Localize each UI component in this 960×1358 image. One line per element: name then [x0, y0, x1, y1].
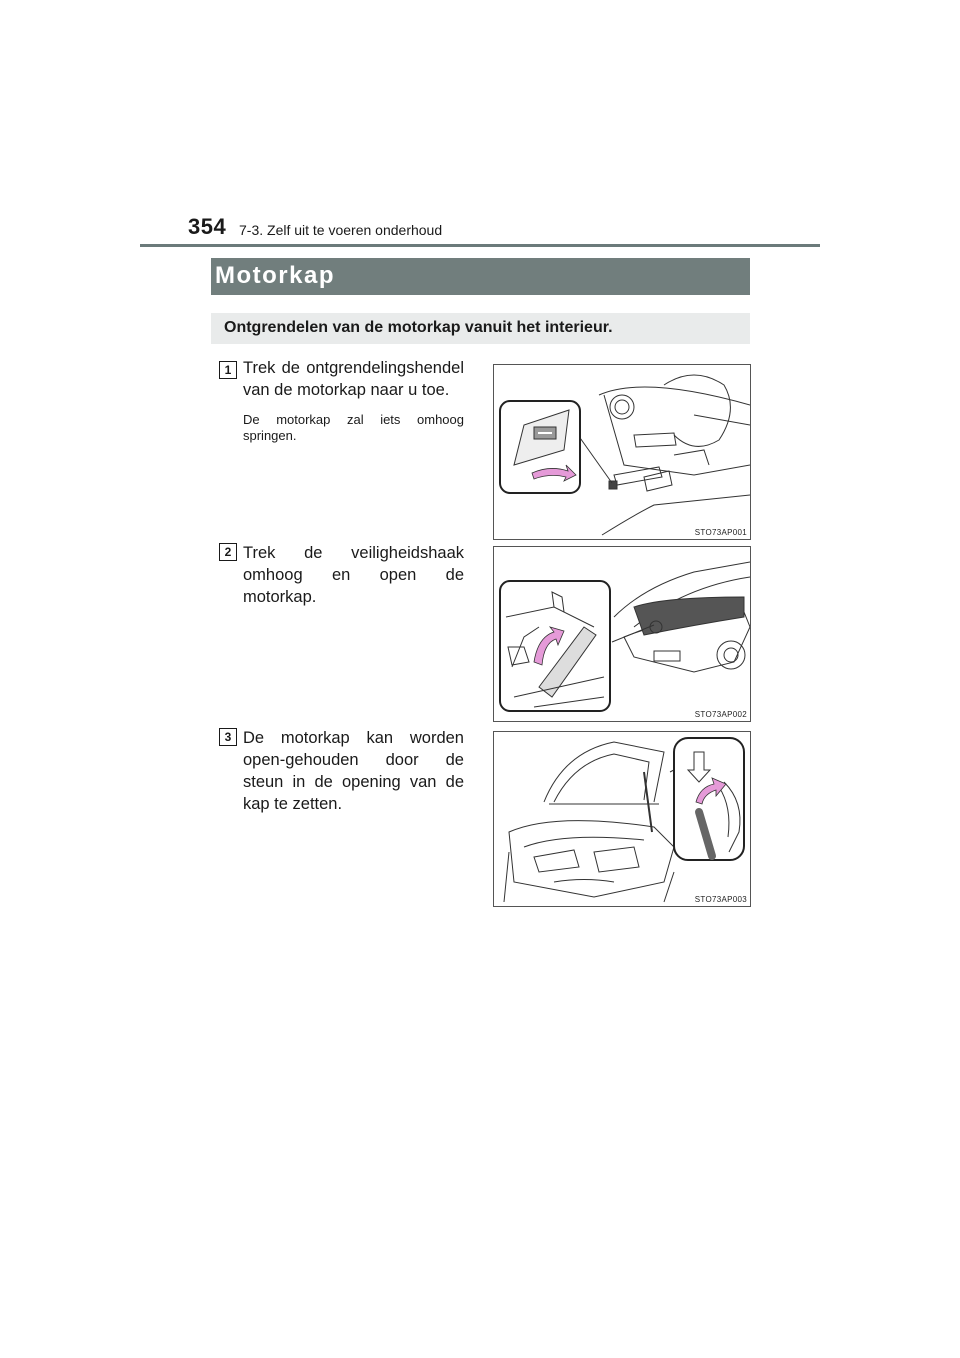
- figure-code-1: STO73AP001: [694, 528, 747, 537]
- hood-latch-illustration: [494, 547, 750, 721]
- figure-1: [493, 364, 751, 540]
- step-1-note: De motorkap zal iets omhoog springen.: [243, 412, 464, 443]
- page-number: 354: [188, 214, 227, 239]
- title-bar: [211, 258, 750, 295]
- subtitle-text: Ontgrendelen van de motorkap vanuit het interieur.: [224, 319, 613, 336]
- step-badge-3: 3: [219, 728, 237, 746]
- figure-code-3: STO73AP003: [694, 895, 747, 904]
- page-title: Motorkap: [215, 262, 335, 289]
- subtitle-bar: [211, 313, 750, 344]
- section-label: 7-3. Zelf uit te voeren onderhoud: [239, 222, 443, 238]
- dashboard-illustration: [494, 365, 750, 539]
- step-1-text: Trek de ontgrendelingshendel van de motorkap naar u toe.: [243, 359, 464, 399]
- step-2-text: Trek de veiligheidshaak omhoog en open de motorkap.: [243, 544, 464, 606]
- figure-2: [493, 546, 751, 722]
- step-badge-1: 1: [219, 361, 237, 379]
- hood-support-illustration: [494, 732, 750, 906]
- step-badge-2: 2: [219, 543, 237, 561]
- figure-3: [493, 731, 751, 907]
- figure-code-2: STO73AP002: [694, 710, 747, 719]
- header-rule: [140, 244, 820, 247]
- step-3-text: De motorkap kan worden open-gehouden door de steun in de opening van de kap te zetten.: [243, 729, 464, 813]
